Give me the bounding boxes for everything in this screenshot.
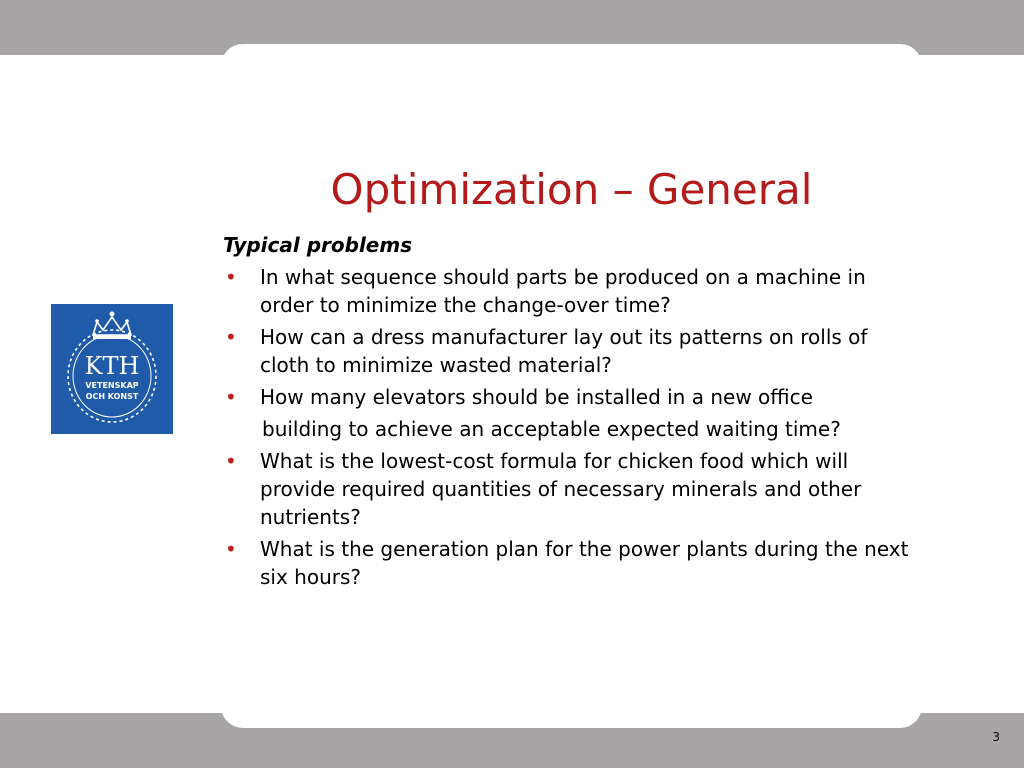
logo-line1-text: VETENSKAP <box>85 381 139 390</box>
bullet-text: What is the lowest-cost formula for chicken food which will provide required quantities of necessary minerals and other nutrients? <box>260 449 862 529</box>
bullet-icon: • <box>225 537 237 561</box>
bullet-text: What is the generation plan for the power plants during the next six hours? <box>260 537 909 589</box>
kth-emblem-icon <box>51 304 173 434</box>
list-item <box>223 535 913 591</box>
slide-content <box>223 231 913 595</box>
bullet-continuation-text: building to achieve an acceptable expected waiting time? <box>262 417 841 441</box>
logo-line2-text: OCH KONST <box>85 392 139 401</box>
bullet-icon: • <box>225 325 237 349</box>
logo-main-text: KTH <box>84 352 140 380</box>
list-item <box>223 263 913 319</box>
bullet-icon: • <box>225 449 237 473</box>
list-item <box>223 383 913 443</box>
kth-logo <box>51 304 173 434</box>
bullet-text: How can a dress manufacturer lay out its patterns on rolls of cloth to minimize wasted material? <box>260 325 868 377</box>
slide-subheading: Typical problems <box>223 233 413 257</box>
bullet-text: In what sequence should parts be produced on a machine in order to minimize the change-over time? <box>260 265 866 317</box>
list-item <box>223 323 913 379</box>
bullet-icon: • <box>225 265 237 289</box>
bullet-icon: • <box>225 385 237 409</box>
bullet-text: How many elevators should be installed in a new office <box>260 385 813 409</box>
bullet-list <box>223 263 913 591</box>
page-number: 3 <box>992 730 1000 744</box>
slide-title: Optimization – General <box>330 165 813 214</box>
list-item <box>223 447 913 531</box>
